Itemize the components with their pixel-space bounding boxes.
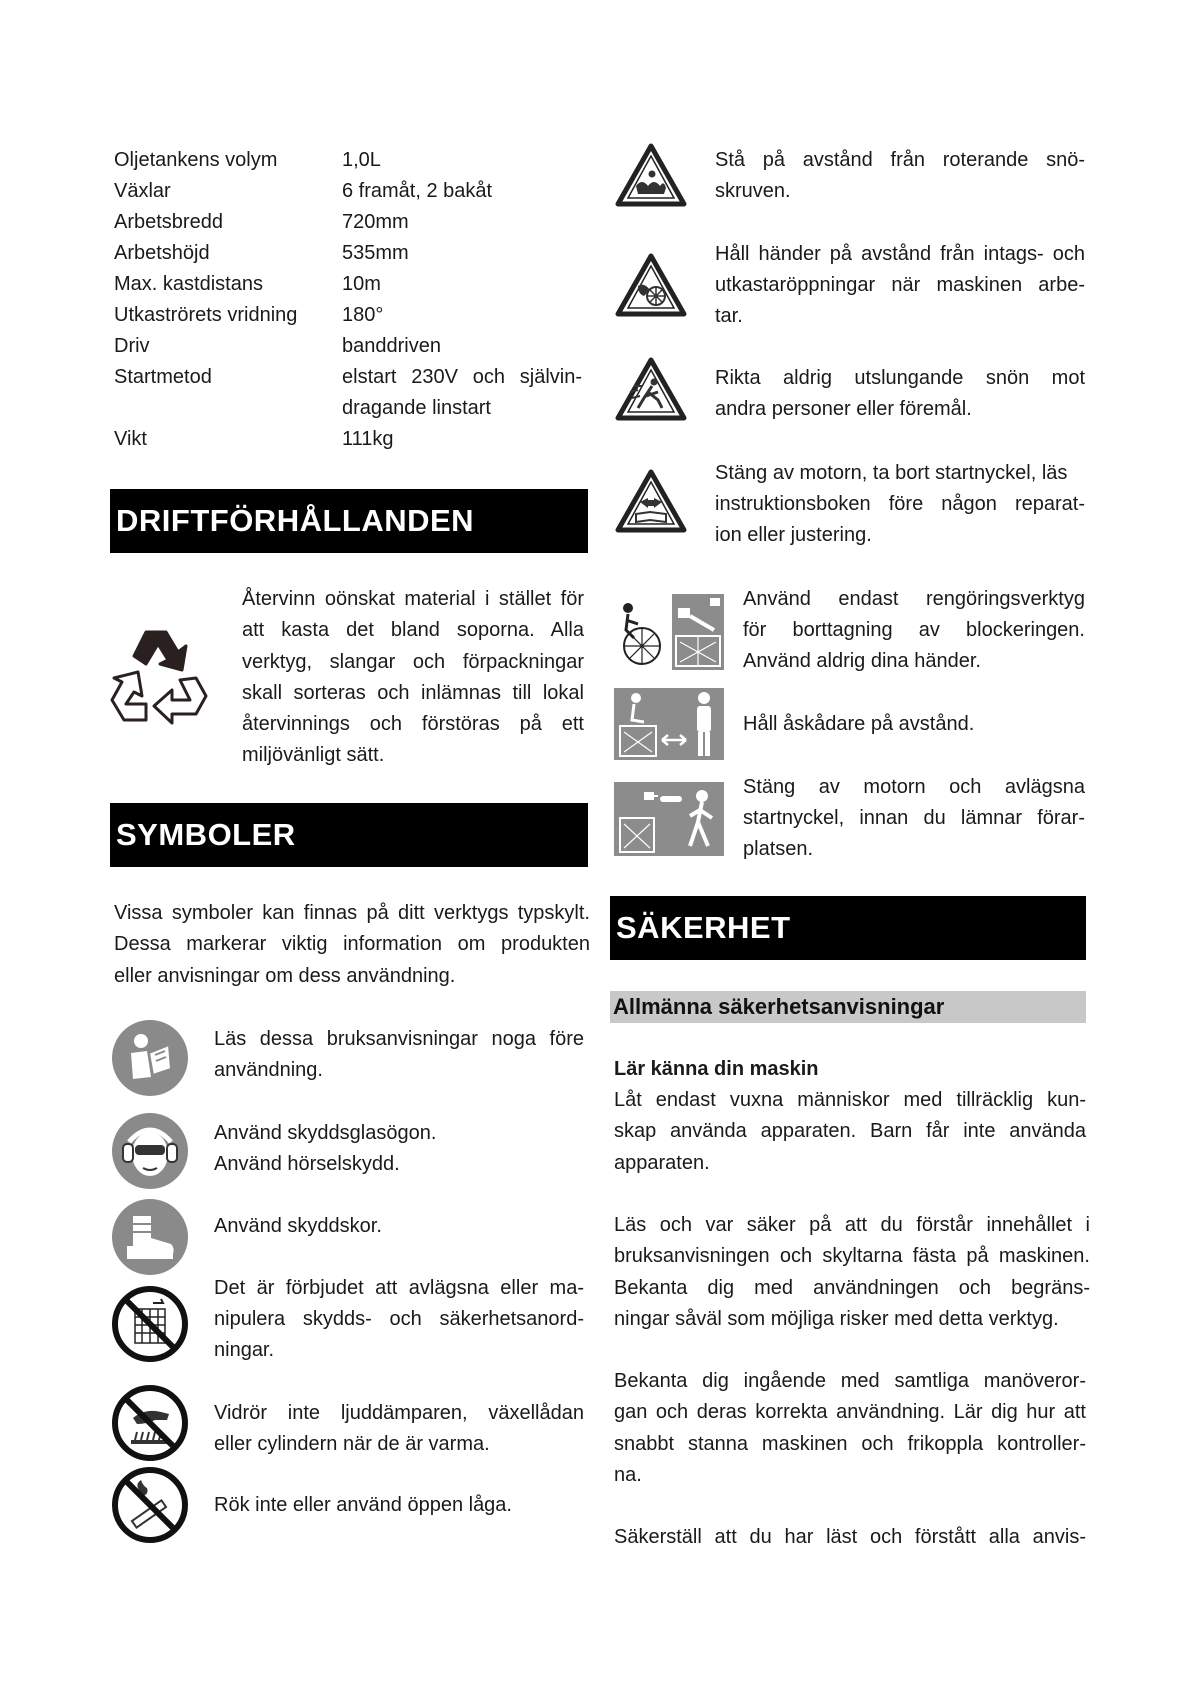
symbol-text: nipulera skydds- och säkerhetsanord- [214, 1308, 584, 1330]
symbol-text: Det är förbjudet att avlägsna eller ma- [214, 1277, 584, 1299]
safety-paragraph-3 [614, 1366, 1086, 1491]
spec-value: 6 framåt, 2 bakåt [342, 180, 493, 202]
symbol-text: eller cylindern när de är varma. [214, 1433, 490, 1455]
text-line: Läs och var säker på att du förstår innehållet i [614, 1214, 1090, 1236]
warning-text: utkastaröppningar när maskinen arbe- [715, 274, 1085, 296]
spec-label: Arbetsbredd [114, 211, 223, 233]
warning-text: Stäng av motorn och avlägsna [743, 776, 1085, 798]
spec-label: Vikt [114, 428, 147, 450]
text-line: gan och deras korrekta användning. Lär dig hur att [614, 1401, 1086, 1424]
symboler-intro [114, 898, 590, 992]
symbol-text: Rök inte eller använd öppen låga. [214, 1494, 512, 1516]
no-smoking-icon [111, 1466, 189, 1544]
symbol-text: Använd skyddskor. [214, 1215, 382, 1237]
no-touch-hot-icon [111, 1384, 189, 1462]
symbol-text: ningar. [214, 1339, 275, 1361]
warning-text: instruktionsboken före någon reparat- [715, 493, 1085, 515]
text-line: miljövänligt sätt. [242, 744, 385, 767]
text-line: apparaten. [614, 1151, 710, 1174]
text-line: att kasta det bland soporna. Alla [242, 619, 584, 642]
bold-title: Lär känna din maskin [614, 1058, 819, 1080]
warning-text: Håll händer på avstånd från intags- och [715, 243, 1085, 265]
text-line: Återvinn oönskat material i stället för [242, 588, 584, 610]
spec-value: dragande linstart [342, 397, 491, 419]
read-manual-icon [111, 1019, 189, 1097]
symbol-text: Läs dessa bruksanvisningar noga före [214, 1028, 584, 1050]
text-line: verktyg, slangar och förpackningar [242, 650, 584, 673]
text-line: Bekanta dig ingående med samtliga manöveror- [614, 1370, 1086, 1392]
text-line: Bekanta dig med användningen och begräns- [614, 1276, 1090, 1299]
symbol-text: Använd hörselskydd. [214, 1153, 400, 1175]
spec-value: 111kg [342, 428, 394, 450]
warning-text: Stäng av motorn, ta bort startnyckel, läs [715, 462, 1068, 484]
remove-key-warning-icon [614, 468, 688, 534]
symbol-text: Vidrör inte ljuddämparen, växellådan [214, 1402, 584, 1424]
spec-label: Utkaströrets vridning [114, 304, 298, 326]
symbol-text: användning. [214, 1059, 323, 1081]
section-heading-sakerhet: SÄKERHET [610, 896, 1086, 960]
warning-text: Använd aldrig dina händer. [743, 650, 981, 672]
safety-paragraph-1 [614, 1085, 1086, 1179]
spec-label: Växlar [114, 180, 171, 202]
spec-label: Startmetod [114, 366, 212, 388]
text-line: skall sorteras och inlämnas till lokal [242, 681, 584, 704]
warning-text: andra personer eller föremål. [715, 398, 972, 420]
spec-label: Driv [114, 335, 150, 357]
text-line: Låt endast vuxna människor med tillräcklig kun- [614, 1089, 1086, 1111]
warning-text: Stå på avstånd från roterande snö- [715, 149, 1085, 171]
discharge-warning-icon [614, 356, 688, 422]
spec-label: Max. kastdistans [114, 273, 263, 295]
spec-value: 720mm [342, 211, 409, 233]
spec-value: elstart 230V och självin- [342, 366, 582, 388]
spec-value: 1,0L [342, 149, 381, 171]
warning-text: för borttagning av blockeringen. [743, 619, 1085, 641]
text-line: Säkerställ att du har läst och förstått alla anvis- [614, 1526, 1086, 1548]
spec-value: banddriven [342, 335, 441, 357]
text-line: Dessa markerar viktig information om produkten [114, 933, 590, 956]
spec-label: Arbetshöjd [114, 242, 210, 264]
spec-value: 535mm [342, 242, 409, 264]
section-heading-symboler: SYMBOLER [110, 803, 588, 867]
section-heading-drift: DRIFTFÖRHÅLLANDEN [110, 489, 588, 553]
spec-value: 10m [342, 273, 381, 295]
warning-text: Använd endast rengöringsverktyg [743, 588, 1085, 610]
text-line: Vissa symboler kan finnas på ditt verktygs typskylt. [114, 902, 590, 924]
subheading-general-safety: Allmänna säkerhetsanvisningar [610, 991, 1086, 1023]
bystander-distance-icon [614, 688, 724, 760]
text-line: eller anvisningar om dess användning. [114, 964, 456, 987]
goggles-ear-protection-icon [111, 1112, 189, 1190]
symbol-text: Använd skyddsglasögon. [214, 1122, 437, 1144]
warning-text: startnyckel, innan du lämnar förar- [743, 807, 1085, 829]
text-line: ningar såväl som möjliga risker med detta verktyg. [614, 1307, 1059, 1330]
warning-text: tar. [715, 305, 743, 327]
warning-text: Håll åskådare på avstånd. [743, 713, 975, 735]
text-line: bruksanvisningen och skyltarna fästa på maskinen. [614, 1245, 1090, 1268]
warning-text: ion eller justering. [715, 524, 872, 546]
warning-text: skruven. [715, 180, 791, 202]
safety-paragraph-2 [614, 1210, 1090, 1335]
cleaning-tool-icon [614, 594, 724, 670]
warning-text: Rikta aldrig utslungande snön mot [715, 367, 1085, 389]
drift-paragraph [242, 584, 584, 772]
stop-engine-key-icon [614, 782, 724, 856]
safety-boot-icon [111, 1198, 189, 1276]
text-line: skap använda apparaten. Barn får inte använda [614, 1120, 1086, 1143]
warning-text: platsen. [743, 838, 814, 860]
no-guard-removal-icon [111, 1285, 189, 1363]
hand-intake-warning-icon [614, 252, 688, 318]
text-line: snabbt stanna maskinen och frikoppla kontroller- [614, 1432, 1086, 1455]
spec-label: Oljetankens volym [114, 149, 278, 171]
text-line: återvinnings och förstöras på ett [242, 713, 584, 736]
auger-warning-icon [614, 142, 688, 208]
recycle-icon [106, 624, 212, 728]
spec-value: 180° [342, 304, 384, 326]
safety-paragraph-4 [614, 1522, 1086, 1553]
text-line: na. [614, 1463, 642, 1486]
